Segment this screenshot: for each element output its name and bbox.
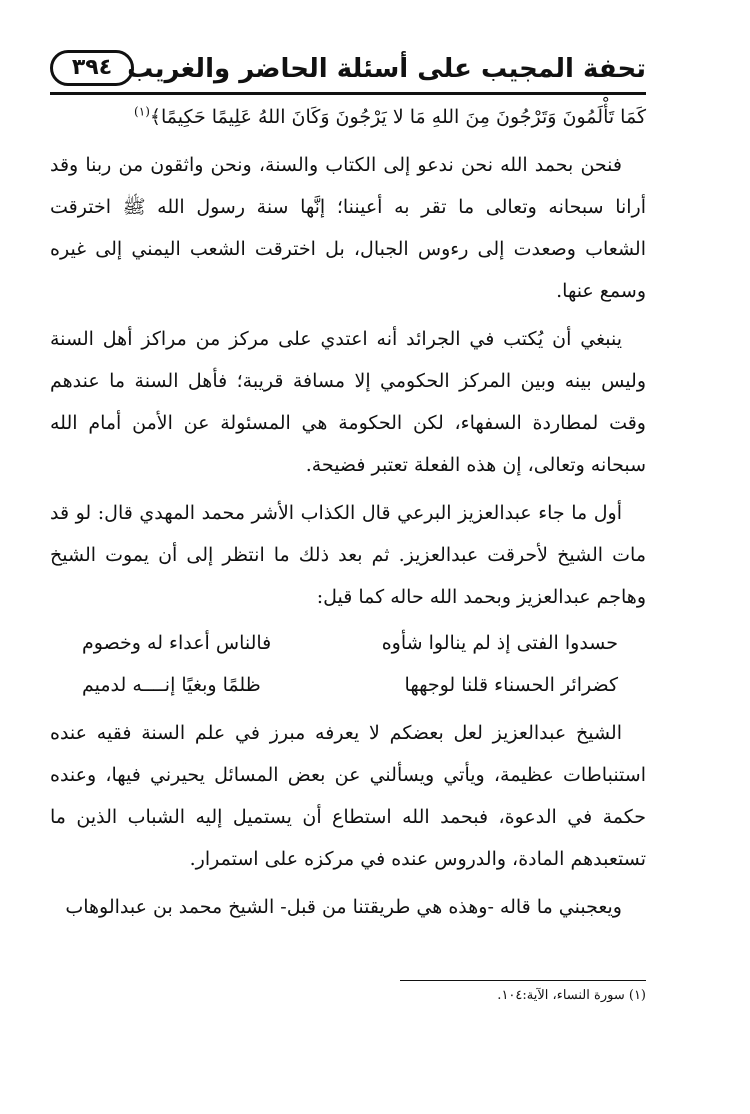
page-number: ٣٩٤ <box>50 50 134 86</box>
paragraph-4: الشيخ عبدالعزيز لعل بعضكم لا يعرفه مبرز في علم السنة فقيه عنده استنباطات عظيمة، ويأتي ويسألني عن بعض المسائل يحيرني فيها، وعنده حكمة في الدعوة، فبحمد الله استطاع أن يستميل إليه الشباب الذين ما تستعبدهم المادة، والدروس عنده في مركزه على استمرار. <box>50 722 646 870</box>
poem-second-hemistich: ظلمًا وبغيًا إنــــه لدميم <box>82 674 261 696</box>
poem <box>50 622 646 706</box>
running-title: تحفة المجيب على أسئلة الحاضر والغريب <box>127 54 646 84</box>
poem-second-hemistich: فالناس أعداء له وخصوم <box>82 632 272 654</box>
page-header <box>50 50 646 90</box>
quran-verse-line <box>50 96 646 138</box>
poem-first-hemistich: حسدوا الفتى إذ لم ينالوا شأوه <box>381 632 618 654</box>
footnote-rule <box>400 980 646 981</box>
poem-first-hemistich: كضرائر الحسناء قلنا لوجهها <box>404 674 618 696</box>
footnote-ref: (١) <box>134 104 150 119</box>
page-body <box>50 96 646 928</box>
verse-text: كَمَا تَأْلَمُونَ وَتَرْجُونَ مِنَ اللهِ مَا لا يَرْجُونَ وَكَانَ اللهُ عَلِيمًا حَكِيمًا﴾ <box>149 106 646 128</box>
footnote-text: سورة النساء، الآية:١٠٤. <box>497 988 625 1003</box>
header-rule <box>50 92 646 95</box>
footnote-marker: (١) <box>628 988 646 1003</box>
poem-verse-1 <box>50 622 646 664</box>
paragraph-2: ينبغي أن يُكتب في الجرائد أنه اعتدي على مركز من مراكز أهل السنة وليس بينه وبين المركز الحكومي إلا مسافة قريبة؛ فأهل السنة ما عندهم وقت لمطاردة السفهاء، لكن الحكومة هي المسئولة عن الأمن أمام الله سبحانه وتعالى، إن هذه الفعلة تعتبر فضيحة. <box>50 328 646 476</box>
footnote <box>497 986 646 1006</box>
paragraph-1: فنحن بحمد الله نحن ندعو إلى الكتاب والسنة، ونحن واثقون من ربنا وقد أرانا سبحانه وتعالى ما تقر به أعيننا؛ إنَّها سنة رسول الله ﷺ اخترقت الشعاب وصعدت إلى رءوس الجبال، بل اخترقت الشعب اليمني إلى غيره وسمع عنها. <box>50 154 646 302</box>
paragraph-3: أول ما جاء عبدالعزيز البرعي قال الكذاب الأشر محمد المهدي قال: لو قد مات الشيخ لأحرقت عبدالعزيز. ثم بعد ذلك ما انتظر إلى أن يموت الشيخ وهاجم عبدالعزيز وبحمد الله حاله كما قيل: <box>50 502 646 608</box>
paragraph-5: ويعجبني ما قاله -وهذه هي طريقتنا من قبل- الشيخ محمد بن عبدالوهاب <box>65 896 622 918</box>
poem-verse-2 <box>50 664 646 706</box>
